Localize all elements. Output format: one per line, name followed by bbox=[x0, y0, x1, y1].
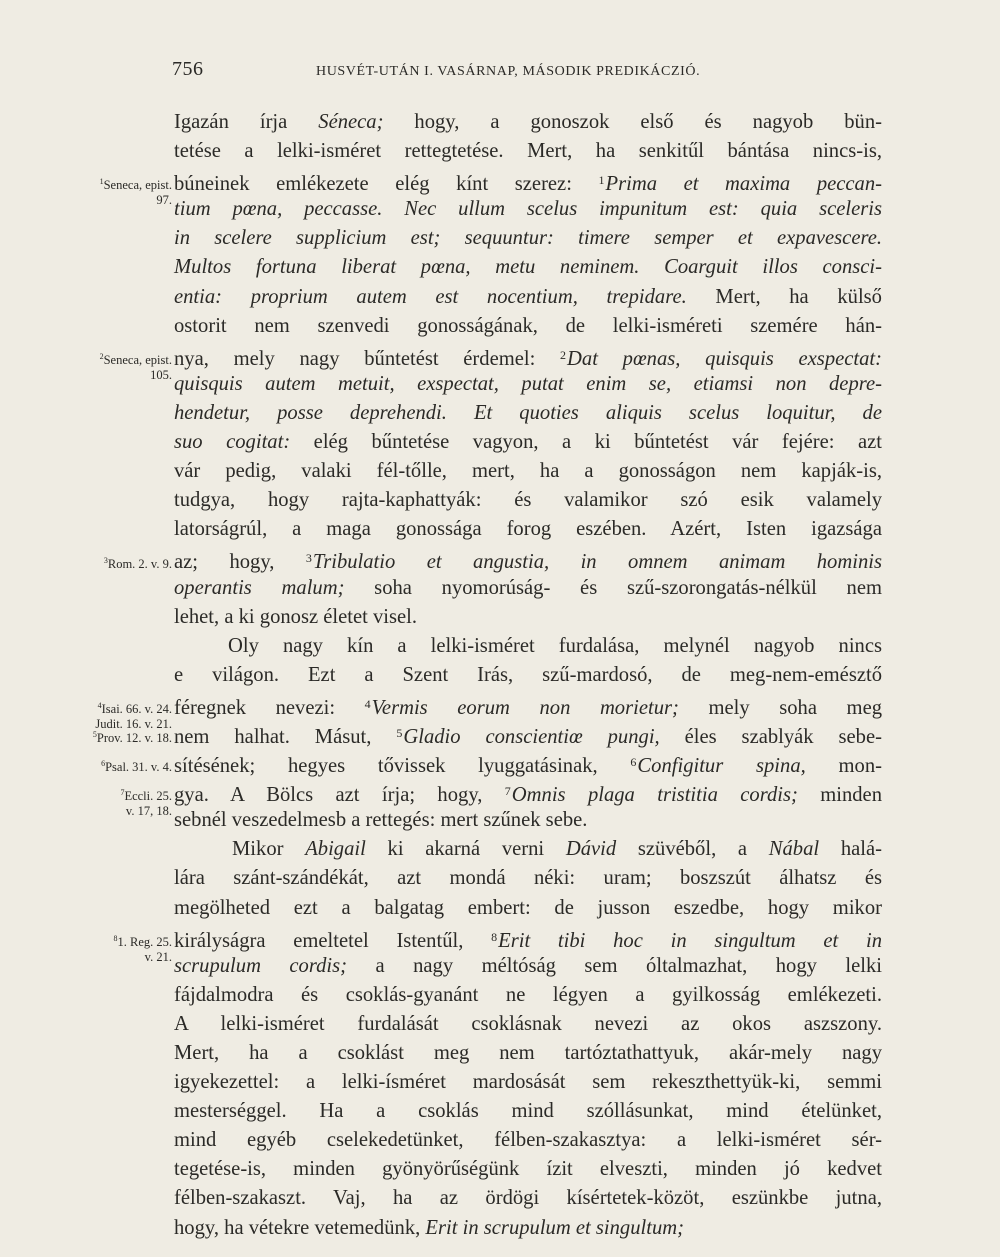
margin-note-line: $^3$Rom. 2. v. 9. bbox=[103, 555, 172, 571]
latin-quote: Nábal bbox=[768, 838, 820, 861]
margin-note bbox=[93, 727, 172, 746]
text-line bbox=[174, 719, 882, 748]
footnote-marker: 7 bbox=[504, 784, 511, 799]
text-run: elég bűntetése vagyon, a ki bűntetést vár fejére: azt bbox=[290, 431, 882, 454]
text-line bbox=[174, 224, 882, 253]
latin-quote: entia: proprium autem est nocentium, trepidare. bbox=[174, 285, 687, 308]
footnote-marker: 2 bbox=[560, 347, 567, 362]
margin-note bbox=[101, 756, 172, 775]
text-line bbox=[174, 981, 882, 1010]
text-line bbox=[174, 428, 882, 457]
text-run: ki akarná verni bbox=[365, 838, 566, 861]
footnote-marker: 5 bbox=[396, 725, 403, 740]
text-line bbox=[174, 1184, 882, 1213]
text-run: latorságrúl, a maga gonossága forog eszében. Azért, Isten igazsága bbox=[174, 518, 882, 541]
text-run: Mikor bbox=[232, 838, 306, 861]
text-run: megölheted ezt a balgatag embert: de jusson eszedbe, hogy mikor bbox=[174, 896, 882, 919]
text-run: nya, mely nagy bűntetést érdemel: bbox=[174, 347, 561, 370]
latin-quote: Dávid bbox=[565, 838, 617, 861]
margin-note-line: $^2$Seneca, epist. bbox=[99, 351, 172, 367]
latin-quote: scrupulum cordis; bbox=[174, 954, 347, 977]
margin-note-line: $^8$1. Reg. 25. bbox=[113, 933, 172, 949]
text-line bbox=[174, 835, 882, 864]
text-line bbox=[174, 195, 882, 224]
text-line bbox=[174, 690, 882, 719]
text-line bbox=[174, 894, 882, 923]
text-run: ostorit nem szenvedi gonosságának, de lelki-isméreti szemére hán- bbox=[174, 314, 882, 337]
margin-note-line: v. 21. bbox=[144, 949, 172, 964]
text-line bbox=[174, 632, 882, 661]
latin-quote: operantis malum; bbox=[174, 576, 345, 599]
text-run: Mert, ha külső bbox=[686, 285, 882, 308]
text-run: szüvéből, a bbox=[616, 838, 769, 861]
text-run: nem halhat. Másut, bbox=[174, 725, 397, 748]
text-line bbox=[174, 399, 882, 428]
text-line bbox=[174, 1155, 882, 1184]
text-line bbox=[174, 283, 882, 312]
margin-note bbox=[120, 785, 172, 819]
text-run: Igazán írja bbox=[174, 111, 319, 133]
text-line bbox=[174, 661, 882, 690]
text-line bbox=[174, 864, 882, 893]
text-run: sebnél veszedelmesb a rettegés: mert szűnek sebe. bbox=[174, 809, 588, 832]
text-line bbox=[174, 253, 882, 282]
footnote-marker: 1 bbox=[598, 173, 605, 188]
margin-note bbox=[113, 931, 172, 965]
margin-note-line: $^6$Psal. 31. v. 4. bbox=[101, 759, 172, 775]
text-run: királyságra emeltetel Istentűl, bbox=[174, 929, 492, 952]
text-run: fájdalmodra és csoklás-gyanánt ne légyen a gyilkosság emlékezeti. bbox=[174, 983, 882, 1006]
text-run: féregnek nevezi: bbox=[174, 696, 365, 719]
running-title: HUSVÉT-UTÁN I. VASÁRNAP, MÁSODIK PREDIKÁCZIÓ. bbox=[316, 64, 701, 79]
text-line bbox=[174, 515, 882, 544]
text-line bbox=[174, 1010, 882, 1039]
margin-note-mark: 1 bbox=[99, 177, 104, 187]
latin-quote: Tribulatio et angustia, in omnem animam hominis bbox=[312, 551, 882, 574]
text-run: Oly nagy kín a lelki-isméret furdalása, melynél nagyob nincs bbox=[228, 634, 882, 657]
latin-quote: Prima et maxima peccan- bbox=[605, 173, 882, 196]
margin-note-mark: 4 bbox=[97, 701, 102, 710]
margin-note-mark: 7 bbox=[120, 788, 125, 798]
text-run: búneinek emlékezete elég kínt szerez: bbox=[174, 173, 599, 196]
margin-note-mark: 6 bbox=[101, 759, 106, 769]
text-line bbox=[174, 1097, 882, 1126]
text-line bbox=[174, 1214, 882, 1243]
margin-note-line: $^1$Seneca, epist. bbox=[99, 177, 172, 193]
text-line bbox=[174, 748, 882, 777]
text-run: tudgya, hogy rajta-kaphattyák: és valamikor szó esik valamely bbox=[174, 489, 882, 512]
text-run: mind egyéb cselekedetünket, félben-szakasztya: a lelki-isméret sér- bbox=[174, 1129, 882, 1152]
text-line bbox=[174, 952, 882, 981]
margin-note bbox=[100, 174, 172, 208]
text-line bbox=[174, 341, 882, 370]
text-run: soha nyomorúság- és szű-szorongatás-nélkül nem bbox=[344, 576, 882, 599]
latin-quote: Configitur spina, bbox=[637, 755, 806, 778]
margin-note bbox=[104, 553, 172, 572]
margin-note-line: 105. bbox=[150, 367, 172, 382]
text-line bbox=[174, 806, 882, 835]
latin-quote: Omnis plaga tristitia cordis; bbox=[511, 784, 798, 807]
text-line bbox=[174, 1068, 882, 1097]
latin-quote: Multos fortuna liberat pœna, metu neminem. Coarguit illos consci- bbox=[174, 256, 882, 279]
margin-note-line: $^4$Isai. 66. v. 24. bbox=[97, 701, 172, 717]
text-line bbox=[174, 457, 882, 486]
text-run: e világon. Ezt a Szent Irás, szű-mardosó, de meg-nem-emésztő bbox=[174, 663, 882, 686]
margin-note-mark: 3 bbox=[103, 555, 108, 565]
latin-quote: Gladio conscientiœ pungi, bbox=[403, 725, 660, 748]
text-run: A lelki-isméret furdalását csoklásnak nevezi az okos aszszony. bbox=[174, 1012, 882, 1035]
latin-quote: Dat pœnas, quisquis exspectat: bbox=[567, 347, 882, 370]
text-run: mon- bbox=[805, 755, 882, 778]
text-line bbox=[174, 603, 882, 632]
latin-quote: Abigail bbox=[305, 838, 366, 861]
text-line bbox=[174, 108, 882, 137]
text-line bbox=[174, 777, 882, 806]
margin-note bbox=[100, 349, 172, 383]
margin-note-line: Judit. 16. v. 21. bbox=[95, 717, 172, 732]
text-line bbox=[174, 544, 882, 573]
text-line bbox=[174, 312, 882, 341]
margin-note-line: $^7$Eccli. 25. bbox=[120, 788, 172, 804]
margin-note-line: 97. bbox=[156, 193, 172, 208]
footnote-marker: 8 bbox=[491, 929, 498, 944]
text-line bbox=[174, 574, 882, 603]
body-text bbox=[174, 108, 882, 1243]
text-line bbox=[174, 370, 882, 399]
text-line bbox=[174, 137, 882, 166]
text-run: hogy, a gonoszok első és nagyob bün- bbox=[383, 111, 882, 133]
margin-note-mark: 2 bbox=[99, 351, 104, 361]
text-run: gya. A Bölcs azt írja; hogy, bbox=[174, 784, 505, 807]
text-run: lehet, a ki gonosz életet visel. bbox=[174, 605, 418, 628]
footnote-marker: 4 bbox=[364, 696, 371, 711]
page-number: 756 bbox=[172, 58, 204, 80]
margin-note-mark: 8 bbox=[113, 933, 118, 943]
text-run: lára szánt-szándékát, azt mondá néki: uram; boszszút álhatsz és bbox=[174, 867, 882, 890]
text-run: hogy, ha vétekre vetemedünk, bbox=[174, 1216, 426, 1239]
latin-quote: tium pœna, peccasse. Nec ullum scelus impunitum est: quia sceleris bbox=[174, 198, 882, 221]
text-run: minden bbox=[797, 784, 882, 807]
text-run: mesterséggel. Ha a csoklás mind szóllásunkat, mind ételünket, bbox=[174, 1100, 882, 1123]
latin-quote: suo cogitat: bbox=[174, 431, 291, 454]
latin-quote: Vermis eorum non morietur; bbox=[371, 696, 679, 719]
text-run: sítésének; hegyes tővissek lyuggatásinak, bbox=[174, 755, 631, 778]
text-run: igyekezettel: a lelki-ísméret mardosását sem rekeszthettyük-ki, semmi bbox=[174, 1071, 882, 1094]
latin-quote: hendetur, posse deprehendi. Et quoties aliquis scelus loquitur, de bbox=[174, 401, 882, 424]
text-run: a nagy méltóság sem óltalmazhat, hogy lelki bbox=[347, 954, 882, 977]
margin-note-mark: 5 bbox=[92, 730, 97, 740]
margin-note-line: v. 17, 18. bbox=[125, 804, 172, 819]
text-run: Mert, ha a csoklást meg nem tartóztathattyuk, akár-mely nagy bbox=[174, 1042, 882, 1064]
text-line bbox=[174, 1039, 882, 1068]
text-line bbox=[174, 1126, 882, 1155]
text-run: mely soha meg bbox=[678, 696, 883, 719]
latin-quote: in scelere supplicium est; sequuntur: timere semper et expavescere. bbox=[174, 227, 882, 250]
latin-quote: quisquis autem metuit, exspectat, putat enim se, etiamsi non depre- bbox=[174, 372, 882, 395]
text-run: halá- bbox=[819, 838, 882, 861]
text-run: az; hogy, bbox=[174, 551, 306, 574]
latin-quote: Erit in scrupulum et singultum; bbox=[425, 1216, 684, 1239]
text-line bbox=[174, 166, 882, 195]
text-run: éles szablyák sebe- bbox=[659, 725, 882, 748]
margin-note-line: $^5$Prov. 12. v. 18. bbox=[92, 730, 172, 746]
text-line bbox=[174, 923, 882, 952]
text-run: tegetése-is, minden gyönyörűségünk ízit elveszti, minden jó kedvet bbox=[174, 1158, 882, 1181]
text-run: tetése a lelki-isméret rettegtetése. Mert, ha senkitűl bántása nincs-is, bbox=[174, 140, 882, 163]
text-line bbox=[174, 486, 882, 515]
text-run: vár pedig, valaki fél-tőlle, mert, ha a gonosságon nem kapják-is, bbox=[174, 460, 882, 483]
text-run: félben-szakaszt. Vaj, ha az ördögi kísértetek-közöt, eszünkbe jutna, bbox=[174, 1187, 882, 1210]
latin-quote: Séneca; bbox=[318, 111, 384, 133]
footnote-marker: 3 bbox=[305, 551, 312, 566]
footnote-marker: 6 bbox=[630, 755, 637, 770]
latin-quote: Erit tibi hoc in singultum et in bbox=[498, 929, 882, 952]
